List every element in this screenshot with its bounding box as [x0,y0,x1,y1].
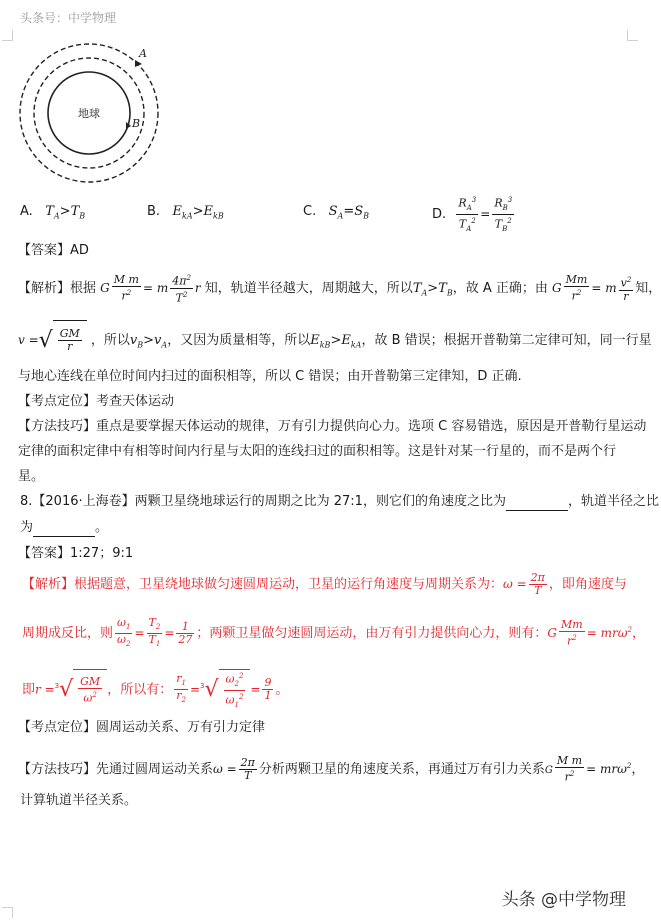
q7-answer: 【答案】AD [18,243,89,258]
watermark: 头条 @中学物理 [501,890,626,910]
q8-analysis-line3: 即r =$^3$√ $\frac{GM}{\omega^2}$ ，所以有： $\frac{r_1}{r_2}$ =$^3$√ $\frac{\omega_2^2}{\omega_1^2}$ = $\frac{9}{1}$ 。 [22,666,289,711]
q7-tips-line1: 【方法技巧】重点是要掌握天体运动的规律，万有引力提供向心力。选项 C 容易错选，原因是开普勒行星运动 [18,419,647,434]
earth-label: 地球 [78,107,100,120]
q7-analysis-line1: 【解析】根据 G $\frac{\text{M m}}{r^2}$ = m $\frac{4\pi^2}{T^2}$ r 知，轨道半径越大，周期越大，所以$T_A>T_B$，故 A 正确；由 G $\frac{Mm}{r^2}$ = m $\frac{v^2}{r}$ 知， [18,273,661,305]
formula-d-right: $\frac{R_B^3}{T_B^2}$ [494,196,513,233]
orbit-figure [14,38,164,188]
satellite-a-arrow-icon [135,60,142,67]
q8-stem-line2: 为 。 [20,520,109,535]
q8-analysis-line1: 【解析】根据题意，卫星绕地球做匀速圆周运动，卫星的运行角速度与周期关系为：ω = $\frac{2\pi}{T}$ ，即角速度与 [22,571,627,597]
source-header: 头条号：中学物理 [20,11,117,25]
q8-analysis-line2: 周期成反比，则 $\frac{\omega_1}{\omega_2}$ = $\frac{T_2}{T_1}$ = $\frac{1}{27}$ ；两颗卫星做匀速圆周运动，由万有引力提供向心力，则有：G $\frac{Mm}{r^2}$ = mrω$^2$， [22,615,645,649]
option-d: D. $\frac{R_A^3}{T_A^2}$ = $\frac{R_B^3}{T_B^2}$ [432,196,513,233]
q7-analysis-line3: 与地心连线在单位时间内扫过的面积相等，所以 C 错误；由开普勒第三定律知，D 正确. [18,369,522,384]
formula-d-left: $\frac{R_A^3}{T_A^2}$ [458,196,477,233]
q8-answer: 【答案】1:27；9:1 [18,546,134,561]
q7-tips-line3: 星。 [18,469,45,484]
option-b: B. $E_{kA}>E_{kB}$ [147,204,224,221]
q8-stem-line1: 8.【2016·上海卷】两颗卫星绕地球运行的周期之比为 27:1，则它们的角速度之比为 ，轨道半径之比 [20,494,659,509]
q8-tips-line1: 【方法技巧】先通过圆周运动关系ω = $\frac{2\pi}{T}$ 分析两颗卫星的角速度关系，再通过万有引力关系G $\frac{\text{M m}}{r^2}$ = mrω$^2$， [18,754,645,784]
option-c: C. $S_A=S_B$ [303,204,370,221]
point-b-label: B [132,117,141,130]
point-a-label: A [139,47,147,60]
q8-tips-line2: 计算轨道半径关系。 [20,793,138,808]
q7-tips-line2: 定律的面积定律中有相等时间内行星与太阳的连线扫过的面积相等。这是针对某一行星的，而不是两个行 [18,444,617,459]
page-corner-mark [627,30,638,41]
option-a: A. $T_A>T_B$ [20,204,86,221]
q8-focus: 【考点定位】圆周运动关系、万有引力定律 [18,720,266,735]
q7-focus: 【考点定位】考查天体运动 [18,394,175,409]
page-corner-mark [2,907,13,918]
page-corner-mark [2,30,13,41]
q7-analysis-line2: v =√ $\frac{GM}{r}$ ，所以$v_B>v_A$，又因为质量相等，所以$E_{kB}>E_{kA}$，故 B 错误；根据开普勒第二定律可知，同一行星 [18,320,652,366]
